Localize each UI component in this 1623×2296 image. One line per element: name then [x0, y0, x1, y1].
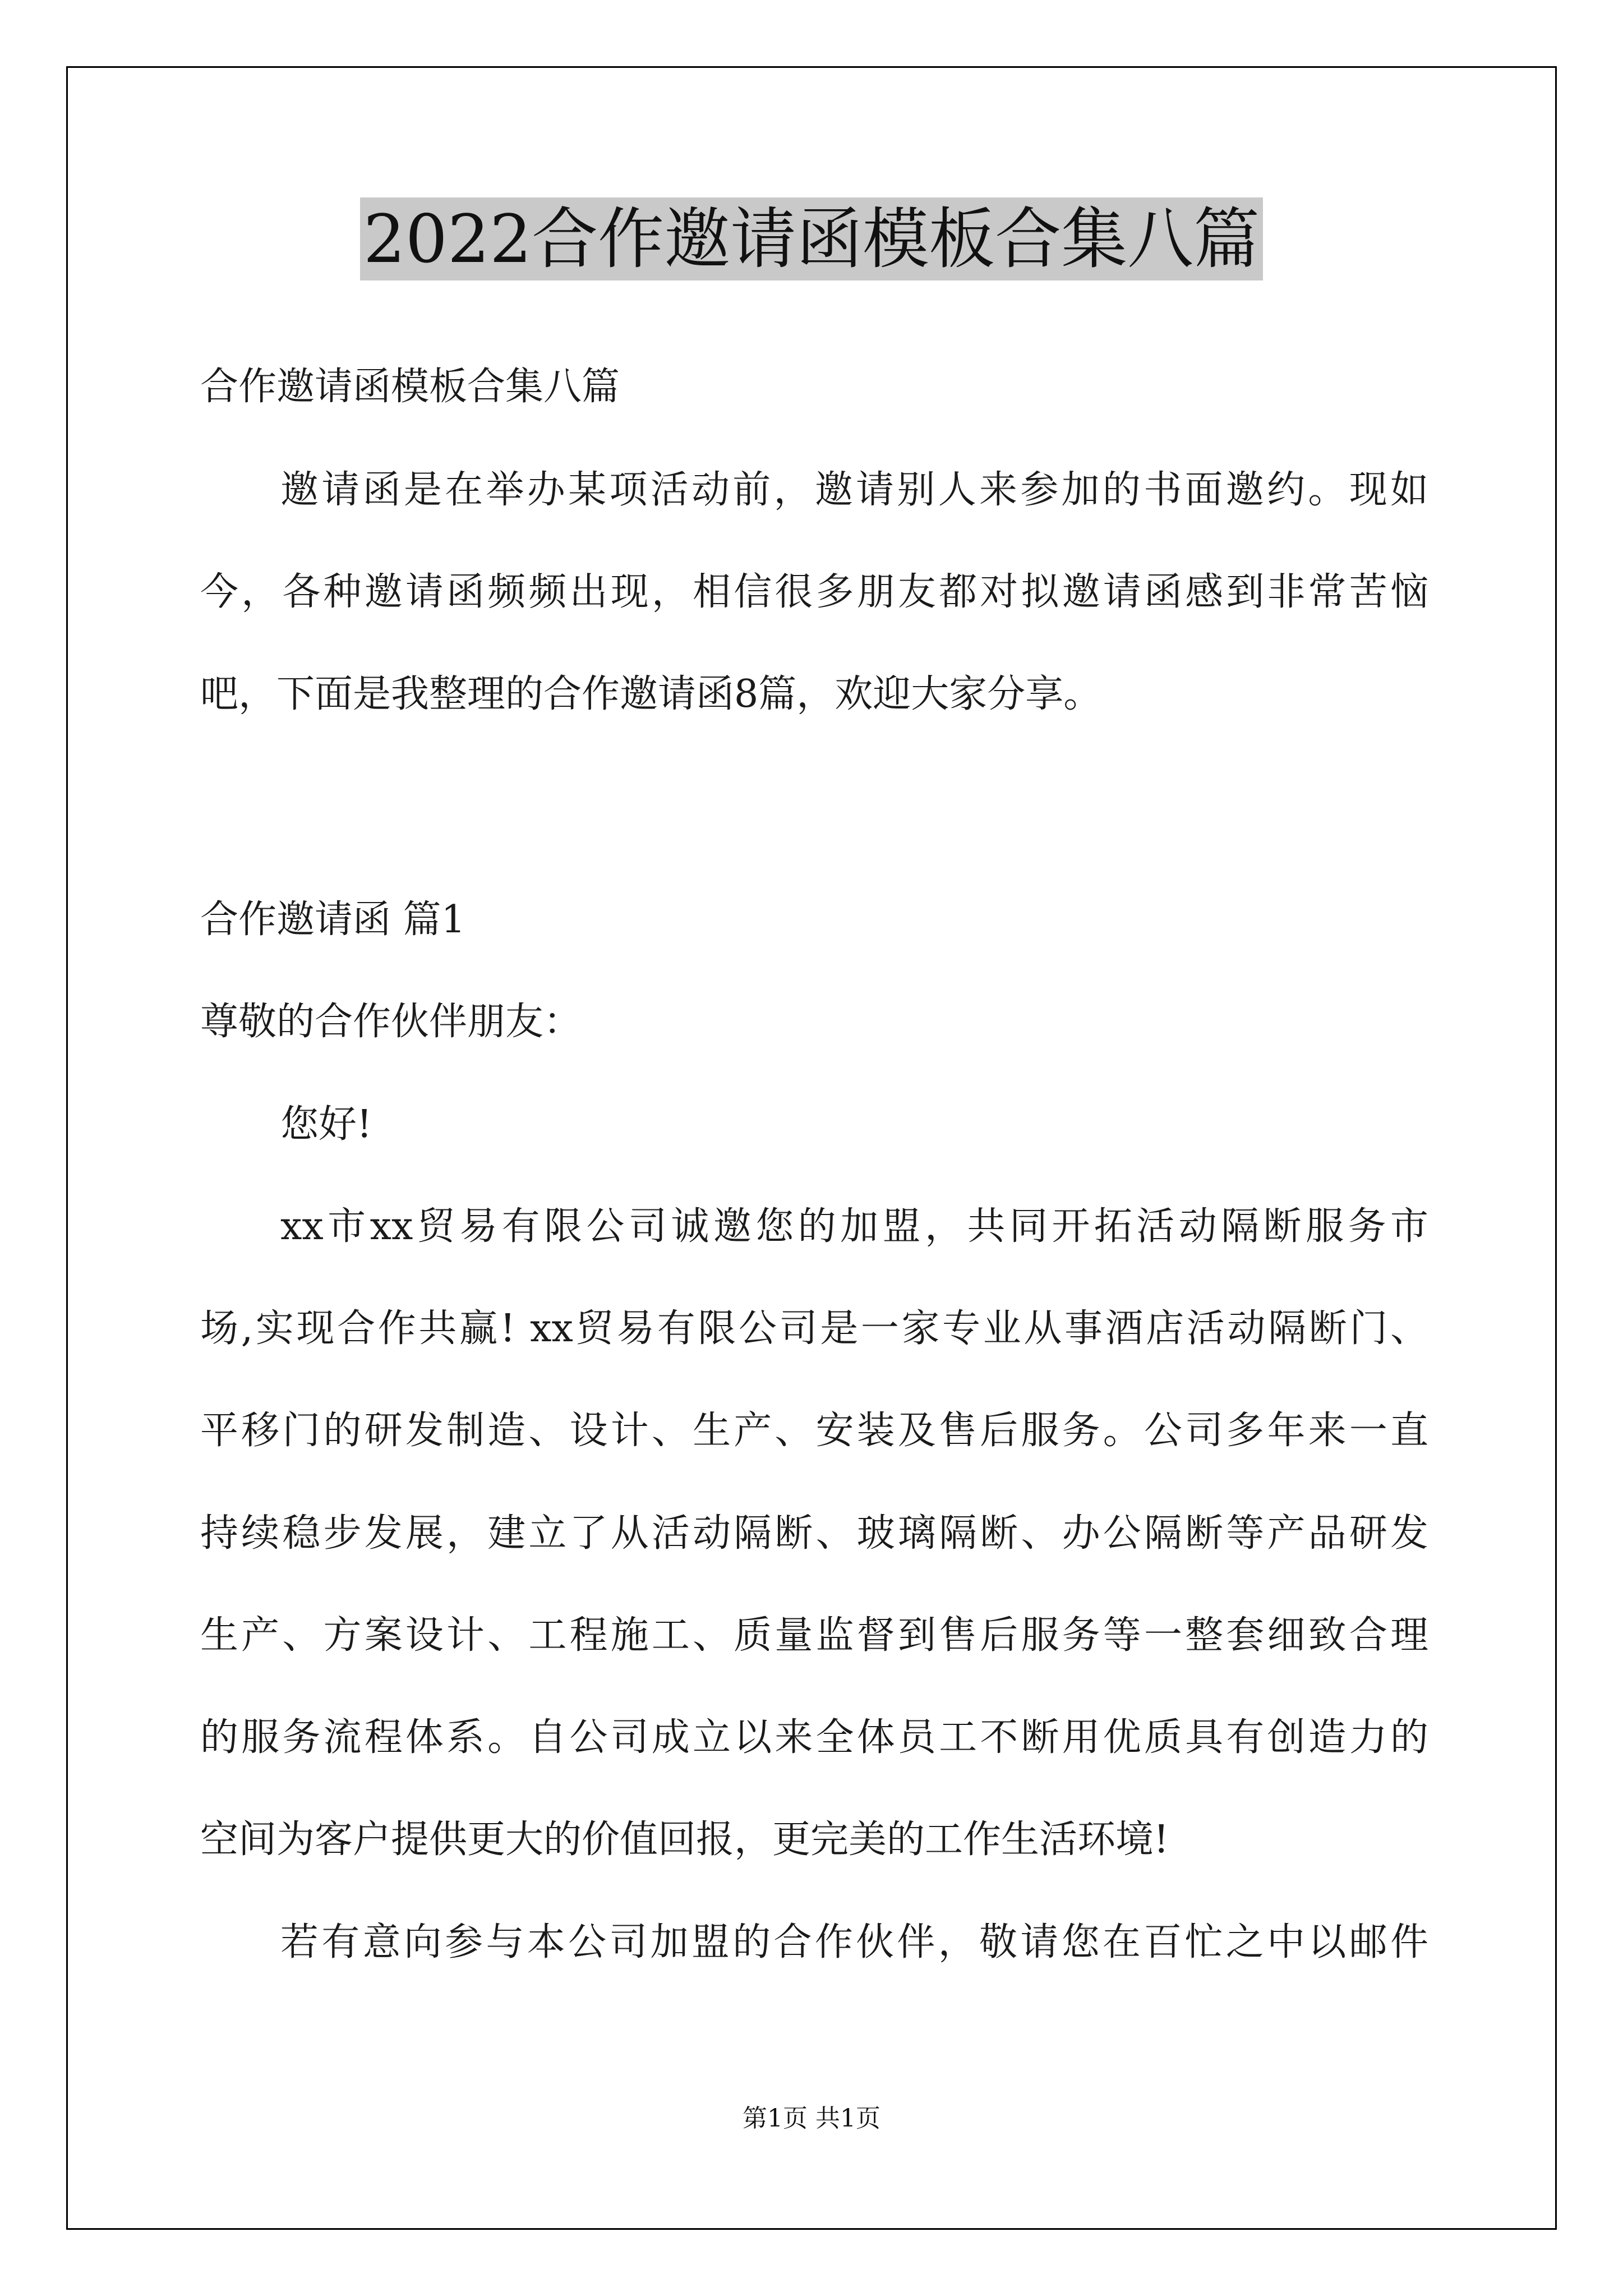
section-heading: 合作邀请函 篇1	[200, 898, 465, 942]
document-subtitle: 合作邀请函模板合集八篇	[200, 365, 620, 409]
body-line: xx市xx贸易有限公司诚邀您的加盟，共同开拓活动隔断服务市	[280, 1204, 1428, 1249]
body-line: 持续稳步发展，建立了从活动隔断、玻璃隔断、办公隔断等产品研发	[200, 1511, 1428, 1556]
body-line: 平移门的研发制造、设计、生产、安装及售后服务。公司多年来一直	[200, 1409, 1428, 1453]
body-line: 的服务流程体系。自公司成立以来全体员工不断用优质具有创造力的	[200, 1715, 1428, 1760]
body-line: 场,实现合作共赢! xx贸易有限公司是一家专业从事酒店活动隔断门、	[200, 1306, 1428, 1351]
salutation: 尊敬的合作伙伴朋友：	[200, 1000, 582, 1044]
intro-line: 今，各种邀请函频频出现，相信很多朋友都对拟邀请函感到非常苦恼	[200, 570, 1428, 614]
body-line: 生产、方案设计、工程施工、质量监督到售后服务等一整套细致合理	[200, 1613, 1428, 1658]
title-container	[0, 197, 1623, 280]
intro-line: 邀请函是在举办某项活动前，邀请别人来参加的书面邀约。现如	[280, 468, 1428, 512]
document-title: 2022合作邀请函模板合集八篇	[360, 197, 1263, 280]
intro-line: 吧，下面是我整理的合作邀请函8篇，欢迎大家分享。	[200, 672, 1102, 716]
body-line: 若有意向参与本公司加盟的合作伙伴，敬请您在百忙之中以邮件	[280, 1920, 1428, 1964]
body-line: 空间为客户提供更大的价值回报，更完美的工作生活环境!	[200, 1818, 1169, 1862]
greeting: 您好!	[280, 1102, 372, 1147]
page-footer: 第1页 共1页	[743, 2104, 880, 2133]
